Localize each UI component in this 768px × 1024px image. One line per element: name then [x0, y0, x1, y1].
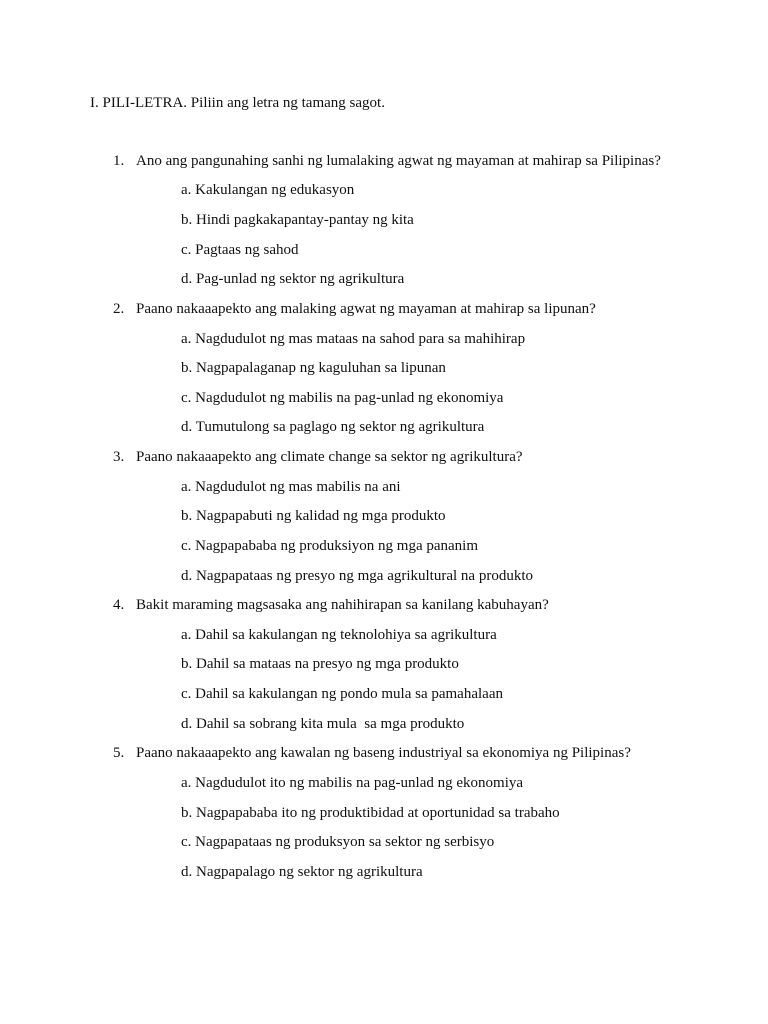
choice-a: a. Nagdudulot ng mas mataas na sahod para sa mahihirap [181, 331, 526, 347]
choice-a: a. Nagdudulot ito ng mabilis na pag-unlad ng ekonomiya [181, 775, 524, 791]
question-text: Paano nakaaapekto ang climate change sa sektor ng agrikultura? [136, 449, 523, 465]
section-instructions: I. PILI-LETRA. Piliin ang letra ng tamang sagot. [90, 95, 385, 111]
choice-d: d. Pag-unlad ng sektor ng agrikultura [181, 271, 405, 287]
choice-d: d. Dahil sa sobrang kita mula sa mga produkto [181, 716, 465, 732]
choice-c: c. Nagpapababa ng produksiyon ng mga pananim [181, 538, 479, 554]
choice-c: c. Dahil sa kakulangan ng pondo mula sa pamahalaan [181, 686, 503, 702]
choice-d: d. Nagpapataas ng presyo ng mga agrikultural na produkto [181, 568, 533, 584]
question-text: Paano nakaaapekto ang malaking agwat ng mayaman at mahirap sa lipunan? [136, 301, 596, 317]
choice-c: c. Nagpapataas ng produksyon sa sektor ng serbisyo [181, 834, 495, 850]
choice-d: d. Nagpapalago ng sektor ng agrikultura [181, 864, 423, 880]
question-number: 3. [113, 449, 125, 465]
question-number: 2. [113, 301, 125, 317]
choice-b: b. Nagpapababa ito ng produktibidad at oportunidad sa trabaho [181, 805, 560, 821]
choice-c: c. Nagdudulot ng mabilis na pag-unlad ng ekonomiya [181, 390, 504, 406]
question-text: Ano ang pangunahing sanhi ng lumalaking agwat ng mayaman at mahirap sa Pilipinas? [136, 153, 661, 169]
question-number: 1. [113, 153, 125, 169]
question-number: 4. [113, 597, 125, 613]
choice-c: c. Pagtaas ng sahod [181, 242, 299, 258]
choice-a: a. Kakulangan ng edukasyon [181, 182, 355, 198]
choice-d: d. Tumutulong sa paglago ng sektor ng agrikultura [181, 419, 485, 435]
choice-b: b. Nagpapabuti ng kalidad ng mga produkto [181, 508, 446, 524]
question-text: Paano nakaaapekto ang kawalan ng baseng industriyal sa ekonomiya ng Pilipinas? [136, 745, 631, 761]
choice-b: b. Hindi pagkakapantay-pantay ng kita [181, 212, 414, 228]
question-number: 5. [113, 745, 125, 761]
question-text: Bakit maraming magsasaka ang nahihirapan sa kanilang kabuhayan? [136, 597, 549, 613]
choice-b: b. Dahil sa mataas na presyo ng mga produkto [181, 656, 459, 672]
choice-a: a. Dahil sa kakulangan ng teknolohiya sa agrikultura [181, 627, 497, 643]
choice-b: b. Nagpapalaganap ng kaguluhan sa lipunan [181, 360, 446, 376]
choice-a: a. Nagdudulot ng mas mabilis na ani [181, 479, 401, 495]
